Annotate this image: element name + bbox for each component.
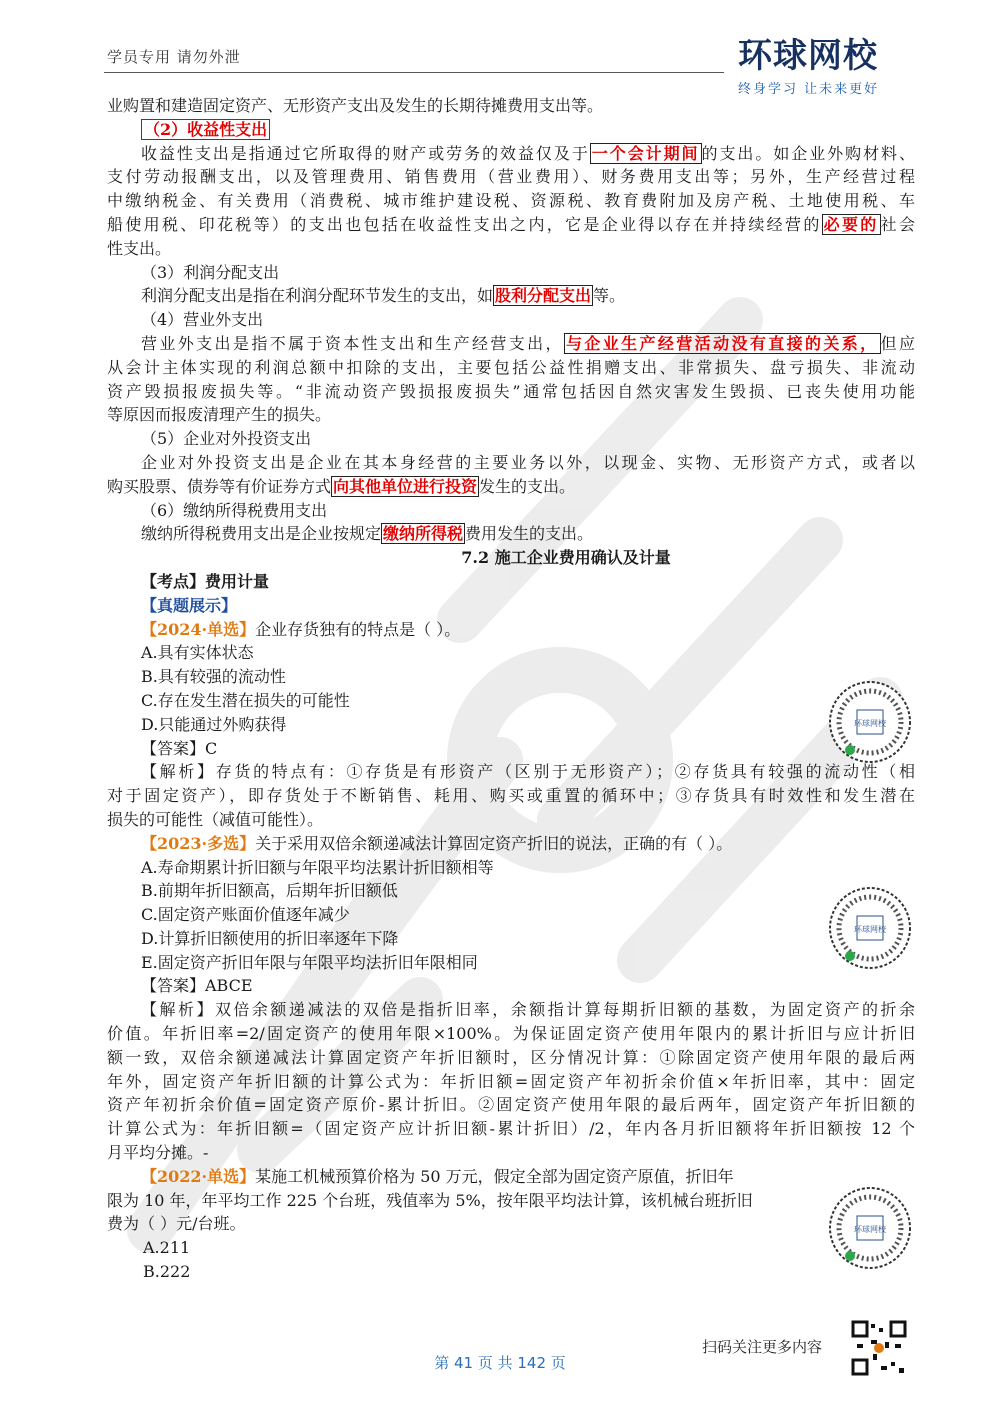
logo-slogan: 终身学习 让未来更好: [738, 82, 880, 97]
paragraph-line: 等原因而报废清理产生的损失。: [107, 405, 332, 425]
qr-label: 环球网校: [854, 925, 886, 934]
highlight-term: 向其他单位进行投资: [333, 476, 478, 496]
question-tag: 【2024·单选】: [141, 619, 256, 639]
question-option: B.前期年折旧额高，后期年折旧额低: [141, 881, 398, 901]
footer-scan-text: 扫码关注更多内容: [702, 1338, 823, 1356]
qr-label: 环球网校: [854, 719, 886, 728]
question-tag: 【2022·单选】: [141, 1166, 256, 1186]
analysis-line: 价值。年折旧率=2/固定资产的使用年限×100%。为保证固定资产使用年限内的累计折旧与应计折旧: [107, 1024, 915, 1044]
answer: 【答案】C: [141, 738, 218, 758]
paragraph-line: 企业对外投资支出是企业在其本身经营的主要业务以外，以现金、实物、无形资产方式，或者以: [141, 452, 915, 472]
qr-label: 环球网校: [854, 1225, 886, 1234]
qr-code-icon[interactable]: [828, 886, 912, 970]
qr-code-icon[interactable]: [828, 1186, 912, 1270]
paragraph-line: 船使用税、印花税等）的支出也包括在收益性支出之内，它是企业得以存在并持续经营的 必要的 社会: [107, 214, 915, 234]
analysis-line: 资产年初折余价值=固定资产原价-累计折旧。②固定资产使用年限的最后两年，固定资产年折旧额的: [107, 1095, 915, 1115]
analysis-line: 【解析】双倍余额递减法的双倍是指折旧率，余额指计算每期折旧额的基数，为固定资产的折余: [141, 1000, 915, 1020]
analysis-line: 损失的可能性（减值可能性）。: [107, 809, 324, 829]
paragraph-line: 收益性支出是指通过它所取得的财产或劳务的效益仅及于 一个会计期间 的支出。如企业外购材料、: [141, 143, 915, 163]
highlight-term: 必要的: [823, 214, 879, 234]
paragraph-line: 性支出。: [107, 238, 172, 258]
question-stem: 【2022·单选】某施工机械预算价格为 50 万元，假定全部为固定资产原值，折旧年: [141, 1166, 734, 1186]
highlight-term: 股利分配支出: [495, 286, 592, 306]
question-option: D.计算折旧额使用的折旧率逐年下降: [141, 928, 399, 948]
question-option: A.寿命期累计折旧额与年限平均法累计折旧额相等: [141, 857, 494, 877]
question-option: D.只能通过外购获得: [141, 714, 287, 734]
section-heading: （4）营业外支出: [141, 310, 264, 330]
question-option: B.具有较强的流动性: [141, 667, 286, 687]
highlight-term: 一个会计期间: [591, 143, 700, 163]
analysis-line: 额一致，双倍余额递减法计算固定资产年折旧额时，区分情况计算：①除固定资产使用年限的最后两: [107, 1047, 915, 1067]
analysis-line: 计算公式为：年折旧额=（固定资产应计折旧额-累计折旧）/2，年内各月折旧额将年折旧额按 12 个: [107, 1119, 915, 1139]
paragraph-line: 业购置和建造固定资产、无形资产支出及发生的长期待摊费用支出等。: [107, 96, 604, 115]
question-option: A.211: [143, 1238, 191, 1258]
logo-text: 环球网校: [738, 36, 878, 76]
question-option: E.固定资产折旧年限与年限平均法折旧年限相同: [141, 952, 478, 972]
paragraph-line: 支付劳动报酬支出，以及管理费用、销售费用（营业费用）、财务费用支出等；另外，生产经营过程: [107, 167, 915, 187]
paragraph-line: 缴纳所得税费用支出是企业按规定 缴纳所得税 费用发生的支出。: [141, 524, 594, 544]
section-heading: （3）利润分配支出: [141, 262, 280, 282]
section-heading-income-expense: （2）收益性支出: [107, 118, 915, 142]
analysis-line: 月平均分摊。-: [107, 1143, 209, 1163]
zhenti-label: 【真题展示】: [141, 595, 238, 615]
question-option: C.存在发生潜在损失的可能性: [141, 690, 350, 710]
paragraph-line: 从会计主体实现的利润总额中扣除的支出，主要包括公益性捐赠支出、非常损失、盘亏损失、非流动: [107, 357, 915, 377]
page-number: 第 41 页 共 142 页: [434, 1354, 566, 1372]
section-heading: （5）企业对外投资支出: [141, 429, 312, 449]
kaodian-label: 【考点】费用计量: [141, 571, 270, 591]
paragraph-line: 中缴纳税金、有关费用（消费税、城市维护建设税、资源税、教育费附加及房产税、土地使用税、车: [107, 191, 915, 211]
question-tag: 【2023·多选】: [141, 833, 256, 853]
section-heading: （6）缴纳所得税费用支出: [141, 500, 328, 520]
analysis-line: 年外，固定资产年折旧额的计算公式为：年折旧额=固定资产年初折余价值×年折旧率，其中：固定: [107, 1071, 915, 1091]
highlight-term: 与企业生产经营活动没有直接的关系，: [565, 333, 879, 353]
question-option: C.固定资产账面价值逐年减少: [141, 905, 350, 925]
qr-code-icon[interactable]: [828, 680, 912, 764]
paragraph-line: 营业外支出是指不属于资本性支出和生产经营支出， 与企业生产经营活动没有直接的关系， 但应: [141, 333, 915, 353]
analysis-line: 对于固定资产），即存货处于不断销售、耗用、购买或重置的循环中；③存货具有时效性和发生潜在: [107, 786, 915, 806]
question-stem: 【2024·单选】企业存货独有的特点是（ ）。: [141, 619, 461, 639]
analysis-line: 【解析】存货的特点有：①存货是有形资产（区别于无形资产）；②存货具有较强的流动性（相: [141, 762, 915, 782]
section-title: 7.2 施工企业费用确认及计量: [461, 548, 671, 568]
question-option: B.222: [143, 1262, 191, 1282]
answer: 【答案】ABCE: [141, 976, 253, 996]
paragraph-line: 利润分配支出是指在利润分配环节发生的支出，如 股利分配支出 等。: [141, 286, 626, 306]
paragraph-line: 资产毁损报废损失等。“非流动资产毁损报废损失”通常包括因自然灾害发生毁损、已丧失使用功能: [107, 381, 915, 401]
highlight-term: 缴纳所得税: [383, 524, 464, 544]
question-stem: 【2023·多选】关于采用双倍余额递减法计算固定资产折旧的说法，正确的有（ ）。: [141, 833, 733, 853]
question-stem: 限为 10 年，年平均工作 225 个台班，残值率为 5%，按年限平均法计算，该机械台班折旧: [107, 1190, 753, 1210]
paragraph-line: 购买股票、债券等有价证券方式 向其他单位进行投资 发生的支出。: [107, 476, 576, 496]
question-option: A.具有实体状态: [141, 643, 254, 663]
question-stem: 费为（ ）元/台班。: [107, 1214, 246, 1234]
header-note: 学员专用 请勿外泄: [107, 48, 241, 66]
document-body: [107, 94, 915, 1284]
